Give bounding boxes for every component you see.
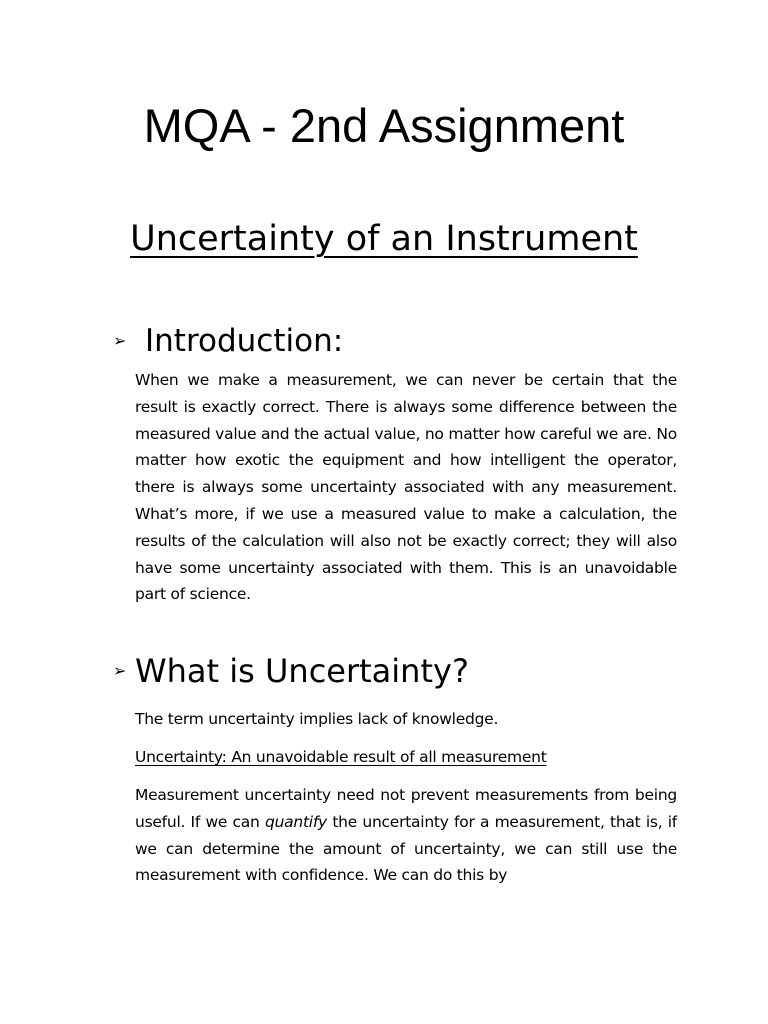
body-text-part-1: Measurement uncertainty need not prevent measurements from being useful. If we can [135, 786, 677, 831]
section-heading-text: Introduction: [145, 323, 344, 359]
document-title: MQA - 2nd Assignment [143, 99, 625, 152]
document-subtitle [0, 214, 768, 264]
body-paragraph [135, 782, 677, 889]
section-heading-introduction [113, 318, 343, 364]
underlined-subheading: Uncertainty: An unavoidable result of all measurement [135, 748, 547, 766]
arrow-bullet-icon: ➢ [113, 661, 127, 680]
section-heading-what-is-uncertainty [113, 648, 469, 694]
body-emphasis: quantify [264, 812, 327, 831]
section-heading-text: What is Uncertainty? [135, 652, 469, 690]
introduction-paragraph: When we make a measurement, we can never be certain that the result is exactly correct. There is always some difference between the measured value and the actual value, no matter how careful we are. No matter how exotic the equipment and how intelligent the operator, there is always some uncertainty associated with any measurement. What’s more, if we use a measured value to make a calculation, the results of the calculation will also not be exactly correct; they will also have some uncertainty associated with them. This is an unavoidable part of science. [135, 371, 677, 604]
arrow-bullet-icon: ➢ [113, 331, 127, 350]
body-text-part-2: the uncertainty for a measurement, that is, if we can determine the amount of uncertainty, we can still use the measurement with confidence. We can do this by [135, 812, 678, 885]
definition-paragraph: The term uncertainty implies lack of knowledge. [135, 710, 499, 728]
document-subtitle-text: Uncertainty of an Instrument [130, 219, 638, 259]
